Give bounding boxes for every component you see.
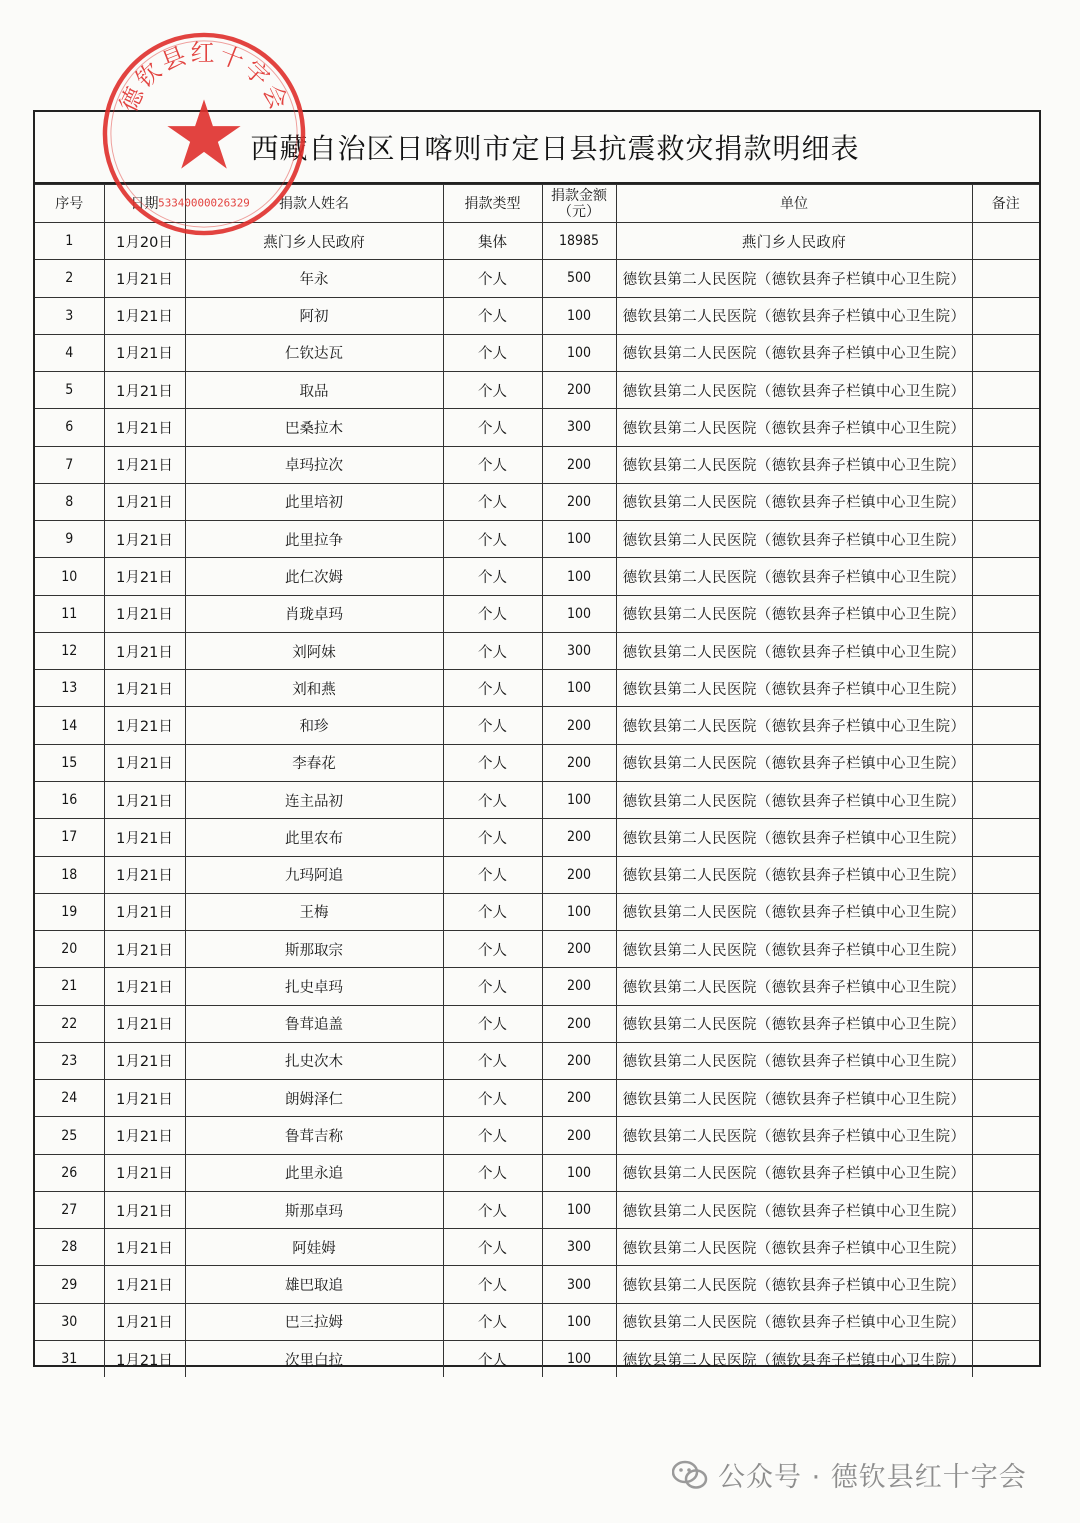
table-row bbox=[35, 372, 1039, 409]
row-amount: 300 bbox=[542, 1229, 616, 1266]
row-type: 个人 bbox=[443, 297, 542, 334]
header-remark: 备注 bbox=[972, 185, 1039, 223]
row-donor: 此里拉争 bbox=[185, 521, 443, 558]
row-remark bbox=[972, 1191, 1039, 1228]
row-unit: 德钦县第二人民医院（德钦县奔子栏镇中心卫生院） bbox=[616, 1117, 972, 1154]
row-amount: 200 bbox=[542, 819, 616, 856]
header-amount bbox=[542, 185, 616, 223]
table-row bbox=[35, 632, 1039, 669]
row-type: 个人 bbox=[443, 1303, 542, 1340]
row-donor: 李春花 bbox=[185, 744, 443, 781]
row-unit: 德钦县第二人民医院（德钦县奔子栏镇中心卫生院） bbox=[616, 558, 972, 595]
row-donor: 雄巴取追 bbox=[185, 1266, 443, 1303]
row-date: 1月21日 bbox=[104, 707, 185, 744]
row-donor: 肖珑卓玛 bbox=[185, 595, 443, 632]
row-type: 个人 bbox=[443, 1340, 542, 1377]
row-amount: 100 bbox=[542, 1340, 616, 1377]
table-row bbox=[35, 1005, 1039, 1042]
row-donor: 次里白拉 bbox=[185, 1340, 443, 1377]
row-type: 个人 bbox=[443, 1266, 542, 1303]
header-amount-line1: 捐款金额 bbox=[551, 187, 607, 204]
row-date: 1月20日 bbox=[104, 223, 185, 260]
row-unit: 德钦县第二人民医院（德钦县奔子栏镇中心卫生院） bbox=[616, 1080, 972, 1117]
row-unit: 德钦县第二人民医院（德钦县奔子栏镇中心卫生院） bbox=[616, 781, 972, 818]
table-row bbox=[35, 744, 1039, 781]
row-amount: 200 bbox=[542, 1042, 616, 1079]
row-type: 个人 bbox=[443, 1229, 542, 1266]
row-donor: 卓玛拉次 bbox=[185, 446, 443, 483]
row-type: 个人 bbox=[443, 632, 542, 669]
row-remark bbox=[972, 1117, 1039, 1154]
row-unit: 德钦县第二人民医院（德钦县奔子栏镇中心卫生院） bbox=[616, 1340, 972, 1377]
row-amount: 100 bbox=[542, 893, 616, 930]
header-unit: 单位 bbox=[616, 185, 972, 223]
row-donor: 鲁茸追盖 bbox=[185, 1005, 443, 1042]
row-seq: 22 bbox=[35, 1005, 104, 1042]
row-donor: 斯那取宗 bbox=[185, 931, 443, 968]
row-date: 1月21日 bbox=[104, 1191, 185, 1228]
row-donor: 此里农布 bbox=[185, 819, 443, 856]
row-type: 个人 bbox=[443, 931, 542, 968]
row-seq: 2 bbox=[35, 260, 104, 297]
row-remark bbox=[972, 819, 1039, 856]
row-amount: 100 bbox=[542, 334, 616, 371]
row-seq: 25 bbox=[35, 1117, 104, 1154]
row-remark bbox=[972, 297, 1039, 334]
row-unit: 德钦县第二人民医院（德钦县奔子栏镇中心卫生院） bbox=[616, 409, 972, 446]
row-type: 个人 bbox=[443, 1042, 542, 1079]
row-amount: 100 bbox=[542, 1303, 616, 1340]
row-donor: 和珍 bbox=[185, 707, 443, 744]
row-date: 1月21日 bbox=[104, 1229, 185, 1266]
row-amount: 500 bbox=[542, 260, 616, 297]
row-unit: 德钦县第二人民医院（德钦县奔子栏镇中心卫生院） bbox=[616, 856, 972, 893]
row-type: 个人 bbox=[443, 1080, 542, 1117]
row-seq: 9 bbox=[35, 521, 104, 558]
row-date: 1月21日 bbox=[104, 632, 185, 669]
row-seq: 18 bbox=[35, 856, 104, 893]
table-row bbox=[35, 1080, 1039, 1117]
table-row bbox=[35, 1229, 1039, 1266]
row-remark bbox=[972, 744, 1039, 781]
row-amount: 300 bbox=[542, 632, 616, 669]
row-date: 1月21日 bbox=[104, 819, 185, 856]
row-date: 1月21日 bbox=[104, 334, 185, 371]
row-remark bbox=[972, 409, 1039, 446]
row-date: 1月21日 bbox=[104, 781, 185, 818]
row-seq: 4 bbox=[35, 334, 104, 371]
row-amount: 200 bbox=[542, 856, 616, 893]
header-amount-line2: （元） bbox=[558, 203, 600, 220]
row-remark bbox=[972, 372, 1039, 409]
table-row bbox=[35, 334, 1039, 371]
row-remark bbox=[972, 334, 1039, 371]
row-remark bbox=[972, 223, 1039, 260]
table-row bbox=[35, 223, 1039, 260]
row-amount: 200 bbox=[542, 931, 616, 968]
table-row bbox=[35, 707, 1039, 744]
row-seq: 23 bbox=[35, 1042, 104, 1079]
row-unit: 德钦县第二人民医院（德钦县奔子栏镇中心卫生院） bbox=[616, 334, 972, 371]
row-seq: 24 bbox=[35, 1080, 104, 1117]
row-remark bbox=[972, 1042, 1039, 1079]
row-donor: 朗姆泽仁 bbox=[185, 1080, 443, 1117]
table-row bbox=[35, 558, 1039, 595]
row-remark bbox=[972, 1005, 1039, 1042]
row-remark bbox=[972, 707, 1039, 744]
row-remark bbox=[972, 931, 1039, 968]
document-title: 西藏自治区日喀则市定日县抗震救灾捐款明细表 bbox=[250, 132, 860, 165]
row-donor: 扎史次木 bbox=[185, 1042, 443, 1079]
table-row bbox=[35, 670, 1039, 707]
row-date: 1月21日 bbox=[104, 1117, 185, 1154]
table-row bbox=[35, 781, 1039, 818]
table-row bbox=[35, 1154, 1039, 1191]
row-type: 个人 bbox=[443, 707, 542, 744]
row-date: 1月21日 bbox=[104, 856, 185, 893]
row-type: 个人 bbox=[443, 781, 542, 818]
row-date: 1月21日 bbox=[104, 744, 185, 781]
row-unit: 德钦县第二人民医院（德钦县奔子栏镇中心卫生院） bbox=[616, 1303, 972, 1340]
table-row bbox=[35, 856, 1039, 893]
row-type: 个人 bbox=[443, 260, 542, 297]
row-unit: 德钦县第二人民医院（德钦县奔子栏镇中心卫生院） bbox=[616, 1154, 972, 1191]
wechat-channel-icon bbox=[672, 1459, 708, 1491]
row-remark bbox=[972, 781, 1039, 818]
row-type: 个人 bbox=[443, 893, 542, 930]
row-unit: 德钦县第二人民医院（德钦县奔子栏镇中心卫生院） bbox=[616, 372, 972, 409]
row-type: 个人 bbox=[443, 483, 542, 520]
row-date: 1月21日 bbox=[104, 1080, 185, 1117]
row-donor: 年永 bbox=[185, 260, 443, 297]
table-header-row bbox=[35, 185, 1039, 223]
row-seq: 6 bbox=[35, 409, 104, 446]
table-row bbox=[35, 1191, 1039, 1228]
table-row bbox=[35, 483, 1039, 520]
row-date: 1月21日 bbox=[104, 670, 185, 707]
table-row bbox=[35, 521, 1039, 558]
row-seq: 31 bbox=[35, 1340, 104, 1377]
row-type: 个人 bbox=[443, 1191, 542, 1228]
row-seq: 30 bbox=[35, 1303, 104, 1340]
row-date: 1月21日 bbox=[104, 1154, 185, 1191]
row-unit: 德钦县第二人民医院（德钦县奔子栏镇中心卫生院） bbox=[616, 260, 972, 297]
row-type: 个人 bbox=[443, 521, 542, 558]
row-donor: 斯那卓玛 bbox=[185, 1191, 443, 1228]
row-seq: 1 bbox=[35, 223, 104, 260]
wechat-watermark bbox=[672, 1455, 1027, 1494]
donation-table bbox=[35, 184, 1039, 1377]
row-type: 个人 bbox=[443, 334, 542, 371]
row-type: 个人 bbox=[443, 558, 542, 595]
row-amount: 200 bbox=[542, 372, 616, 409]
row-amount: 300 bbox=[542, 1266, 616, 1303]
row-donor: 刘阿妹 bbox=[185, 632, 443, 669]
row-remark bbox=[972, 1303, 1039, 1340]
table-row bbox=[35, 1117, 1039, 1154]
row-seq: 8 bbox=[35, 483, 104, 520]
row-donor: 王梅 bbox=[185, 893, 443, 930]
row-date: 1月21日 bbox=[104, 521, 185, 558]
row-seq: 7 bbox=[35, 446, 104, 483]
row-donor: 鲁茸吉称 bbox=[185, 1117, 443, 1154]
row-date: 1月21日 bbox=[104, 1266, 185, 1303]
row-donor: 燕门乡人民政府 bbox=[185, 223, 443, 260]
row-amount: 100 bbox=[542, 595, 616, 632]
row-amount: 100 bbox=[542, 670, 616, 707]
row-remark bbox=[972, 595, 1039, 632]
row-seq: 28 bbox=[35, 1229, 104, 1266]
row-unit: 德钦县第二人民医院（德钦县奔子栏镇中心卫生院） bbox=[616, 595, 972, 632]
row-type: 个人 bbox=[443, 409, 542, 446]
row-seq: 27 bbox=[35, 1191, 104, 1228]
row-amount: 100 bbox=[542, 781, 616, 818]
row-unit: 德钦县第二人民医院（德钦县奔子栏镇中心卫生院） bbox=[616, 632, 972, 669]
row-donor: 此仁次姆 bbox=[185, 558, 443, 595]
header-seq: 序号 bbox=[35, 185, 104, 223]
row-date: 1月21日 bbox=[104, 297, 185, 334]
row-remark bbox=[972, 893, 1039, 930]
row-remark bbox=[972, 1229, 1039, 1266]
row-remark bbox=[972, 558, 1039, 595]
row-unit: 德钦县第二人民医院（德钦县奔子栏镇中心卫生院） bbox=[616, 521, 972, 558]
row-unit: 德钦县第二人民医院（德钦县奔子栏镇中心卫生院） bbox=[616, 819, 972, 856]
row-unit: 德钦县第二人民医院（德钦县奔子栏镇中心卫生院） bbox=[616, 968, 972, 1005]
row-seq: 16 bbox=[35, 781, 104, 818]
row-seq: 13 bbox=[35, 670, 104, 707]
row-seq: 11 bbox=[35, 595, 104, 632]
row-seq: 21 bbox=[35, 968, 104, 1005]
table-row bbox=[35, 1266, 1039, 1303]
seal-arc-text: 德钦县红十字会 bbox=[113, 38, 295, 117]
seal-code: 53340000026329 bbox=[158, 196, 250, 210]
row-seq: 26 bbox=[35, 1154, 104, 1191]
header-donor: 捐款人姓名 bbox=[185, 185, 443, 223]
row-type: 个人 bbox=[443, 1154, 542, 1191]
table-row bbox=[35, 931, 1039, 968]
row-donor: 取品 bbox=[185, 372, 443, 409]
row-donor: 巴三拉姆 bbox=[185, 1303, 443, 1340]
row-remark bbox=[972, 968, 1039, 1005]
row-unit: 德钦县第二人民医院（德钦县奔子栏镇中心卫生院） bbox=[616, 707, 972, 744]
row-type: 集体 bbox=[443, 223, 542, 260]
row-unit: 德钦县第二人民医院（德钦县奔子栏镇中心卫生院） bbox=[616, 670, 972, 707]
svg-text:德钦县红十字会 bbox=[114, 39, 294, 116]
row-unit: 德钦县第二人民医院（德钦县奔子栏镇中心卫生院） bbox=[616, 1191, 972, 1228]
row-amount: 200 bbox=[542, 1080, 616, 1117]
row-unit: 德钦县第二人民医院（德钦县奔子栏镇中心卫生院） bbox=[616, 297, 972, 334]
row-unit: 德钦县第二人民医院（德钦县奔子栏镇中心卫生院） bbox=[616, 893, 972, 930]
row-date: 1月21日 bbox=[104, 446, 185, 483]
row-seq: 29 bbox=[35, 1266, 104, 1303]
row-remark bbox=[972, 632, 1039, 669]
row-unit: 德钦县第二人民医院（德钦县奔子栏镇中心卫生院） bbox=[616, 931, 972, 968]
row-seq: 10 bbox=[35, 558, 104, 595]
row-amount: 100 bbox=[542, 1191, 616, 1228]
row-remark bbox=[972, 1266, 1039, 1303]
table-row bbox=[35, 893, 1039, 930]
row-type: 个人 bbox=[443, 1005, 542, 1042]
table-row bbox=[35, 297, 1039, 334]
row-amount: 100 bbox=[542, 521, 616, 558]
row-unit: 德钦县第二人民医院（德钦县奔子栏镇中心卫生院） bbox=[616, 1042, 972, 1079]
row-donor: 九玛阿追 bbox=[185, 856, 443, 893]
row-amount: 100 bbox=[542, 558, 616, 595]
row-seq: 17 bbox=[35, 819, 104, 856]
row-seq: 19 bbox=[35, 893, 104, 930]
row-seq: 20 bbox=[35, 931, 104, 968]
table-row bbox=[35, 1340, 1039, 1377]
row-donor: 此里永追 bbox=[185, 1154, 443, 1191]
row-type: 个人 bbox=[443, 595, 542, 632]
row-unit: 燕门乡人民政府 bbox=[616, 223, 972, 260]
row-amount: 100 bbox=[542, 1154, 616, 1191]
row-remark bbox=[972, 446, 1039, 483]
row-date: 1月21日 bbox=[104, 558, 185, 595]
table-row bbox=[35, 1042, 1039, 1079]
row-type: 个人 bbox=[443, 744, 542, 781]
row-date: 1月21日 bbox=[104, 1340, 185, 1377]
row-date: 1月21日 bbox=[104, 1005, 185, 1042]
row-seq: 5 bbox=[35, 372, 104, 409]
row-date: 1月21日 bbox=[104, 893, 185, 930]
table-row bbox=[35, 968, 1039, 1005]
row-date: 1月21日 bbox=[104, 595, 185, 632]
row-seq: 15 bbox=[35, 744, 104, 781]
table-row bbox=[35, 819, 1039, 856]
row-type: 个人 bbox=[443, 670, 542, 707]
row-amount: 300 bbox=[542, 409, 616, 446]
row-date: 1月21日 bbox=[104, 1042, 185, 1079]
table-row bbox=[35, 260, 1039, 297]
row-unit: 德钦县第二人民医院（德钦县奔子栏镇中心卫生院） bbox=[616, 1229, 972, 1266]
row-amount: 200 bbox=[542, 483, 616, 520]
row-donor: 连主品初 bbox=[185, 781, 443, 818]
row-unit: 德钦县第二人民医院（德钦县奔子栏镇中心卫生院） bbox=[616, 744, 972, 781]
row-amount: 200 bbox=[542, 446, 616, 483]
row-type: 个人 bbox=[443, 819, 542, 856]
row-remark bbox=[972, 856, 1039, 893]
row-amount: 200 bbox=[542, 1005, 616, 1042]
row-donor: 仁钦达瓦 bbox=[185, 334, 443, 371]
row-seq: 12 bbox=[35, 632, 104, 669]
row-remark bbox=[972, 483, 1039, 520]
row-seq: 14 bbox=[35, 707, 104, 744]
row-amount: 200 bbox=[542, 968, 616, 1005]
row-amount: 200 bbox=[542, 707, 616, 744]
row-date: 1月21日 bbox=[104, 931, 185, 968]
row-date: 1月21日 bbox=[104, 483, 185, 520]
header-type: 捐款类型 bbox=[443, 185, 542, 223]
table-row bbox=[35, 409, 1039, 446]
row-date: 1月21日 bbox=[104, 372, 185, 409]
row-date: 1月21日 bbox=[104, 260, 185, 297]
row-amount: 200 bbox=[542, 744, 616, 781]
table-row bbox=[35, 595, 1039, 632]
table-row bbox=[35, 1303, 1039, 1340]
donation-sheet bbox=[33, 110, 1041, 1367]
row-type: 个人 bbox=[443, 1117, 542, 1154]
row-donor: 扎史卓玛 bbox=[185, 968, 443, 1005]
table-row bbox=[35, 446, 1039, 483]
row-amount: 100 bbox=[542, 297, 616, 334]
row-donor: 巴桑拉木 bbox=[185, 409, 443, 446]
row-unit: 德钦县第二人民医院（德钦县奔子栏镇中心卫生院） bbox=[616, 446, 972, 483]
row-type: 个人 bbox=[443, 446, 542, 483]
row-unit: 德钦县第二人民医院（德钦县奔子栏镇中心卫生院） bbox=[616, 1266, 972, 1303]
row-remark bbox=[972, 260, 1039, 297]
title-bar bbox=[35, 112, 1039, 184]
row-date: 1月21日 bbox=[104, 1303, 185, 1340]
row-remark bbox=[972, 521, 1039, 558]
watermark-label: 公众号 · 德钦县红十字会 bbox=[718, 1462, 1027, 1493]
row-type: 个人 bbox=[443, 968, 542, 1005]
row-date: 1月21日 bbox=[104, 409, 185, 446]
row-donor: 阿娃姆 bbox=[185, 1229, 443, 1266]
row-remark bbox=[972, 1080, 1039, 1117]
row-donor: 刘和燕 bbox=[185, 670, 443, 707]
row-type: 个人 bbox=[443, 372, 542, 409]
row-amount: 200 bbox=[542, 1117, 616, 1154]
row-amount: 18985 bbox=[542, 223, 616, 260]
row-type: 个人 bbox=[443, 856, 542, 893]
row-seq: 3 bbox=[35, 297, 104, 334]
row-donor: 阿初 bbox=[185, 297, 443, 334]
row-unit: 德钦县第二人民医院（德钦县奔子栏镇中心卫生院） bbox=[616, 483, 972, 520]
row-remark bbox=[972, 1340, 1039, 1377]
row-remark bbox=[972, 670, 1039, 707]
row-date: 1月21日 bbox=[104, 968, 185, 1005]
header-date: 日期 bbox=[104, 185, 185, 223]
row-remark bbox=[972, 1154, 1039, 1191]
row-unit: 德钦县第二人民医院（德钦县奔子栏镇中心卫生院） bbox=[616, 1005, 972, 1042]
row-donor: 此里培初 bbox=[185, 483, 443, 520]
